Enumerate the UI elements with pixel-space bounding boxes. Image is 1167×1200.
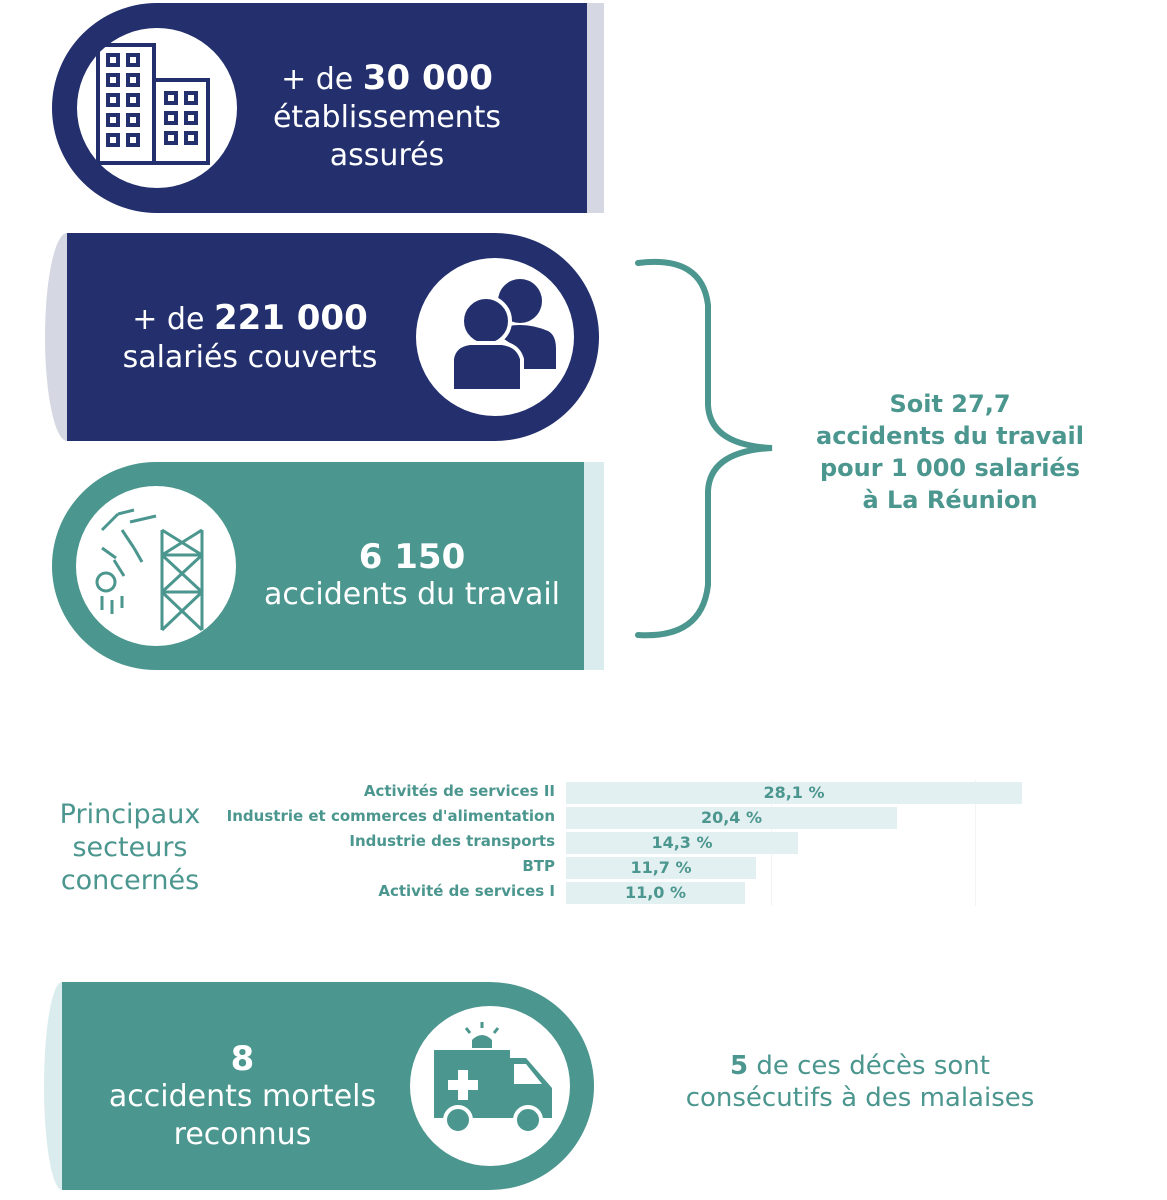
fatal-note-line1: de ces décès sont	[748, 1051, 990, 1081]
sectors-title-line: Principaux	[59, 799, 201, 830]
fall-scaffold-icon	[94, 500, 214, 635]
stat-label-line1: salariés couverts	[122, 340, 378, 375]
bar-category-label: BTP	[522, 857, 555, 875]
rate-line: à La Réunion	[862, 486, 1038, 514]
bar-category-label: Industrie et commerces d'alimentation	[226, 807, 555, 825]
stat-label-line1: accidents mortels	[108, 1079, 377, 1114]
bar-category-label: Industrie des transports	[349, 832, 555, 850]
stat-fatal-card	[40, 982, 600, 1190]
accident-rate-note	[800, 388, 1100, 516]
sectors-title-line: secteurs	[72, 832, 188, 863]
stat-value: 8	[230, 1039, 255, 1079]
building-icon	[96, 43, 216, 168]
bar-category-label: Activités de services II	[363, 782, 555, 800]
ambulance-icon	[430, 1022, 560, 1142]
fatal-note	[665, 1050, 1055, 1114]
stat-employees-text	[110, 299, 390, 377]
stat-accidents-card	[52, 462, 604, 670]
stat-establishments-card	[52, 3, 604, 213]
stat-value: 221 000	[213, 298, 368, 338]
bar-value-label: 14,3 %	[651, 833, 713, 852]
bar-value-label: 11,7 %	[630, 858, 692, 877]
people-icon	[440, 273, 560, 393]
rate-line: pour 1 000 salariés	[820, 454, 1080, 482]
sectors-title-line: concernés	[60, 865, 200, 896]
fatal-note-value: 5	[730, 1051, 749, 1081]
brace-icon	[630, 255, 790, 645]
stat-accidents-text	[262, 538, 562, 614]
stat-prefix: + de	[132, 302, 214, 337]
bar-value-label: 28,1 %	[763, 783, 825, 802]
rate-line: accidents du travail	[816, 422, 1084, 450]
stat-employees-card	[40, 233, 600, 441]
stat-label-line2: assurés	[329, 138, 445, 173]
fatal-note-line2: consécutifs à des malaises	[685, 1083, 1035, 1113]
stat-label-line1: accidents du travail	[263, 577, 561, 612]
stat-value: 6 150	[358, 537, 466, 577]
stat-label-line1: établissements	[272, 100, 502, 135]
rate-line: Soit 27,7	[889, 390, 1011, 418]
bar-value-label: 11,0 %	[624, 883, 687, 902]
bar-category-label: Activité de services I	[378, 882, 555, 900]
stat-prefix: + de	[281, 62, 363, 97]
sectors-title	[40, 798, 220, 897]
stat-fatal-text	[100, 1040, 385, 1154]
stat-label-line2: reconnus	[173, 1117, 312, 1152]
stat-establishments-text	[267, 59, 507, 175]
bar-value-label: 20,4 %	[700, 808, 763, 827]
stat-value: 30 000	[362, 58, 493, 98]
